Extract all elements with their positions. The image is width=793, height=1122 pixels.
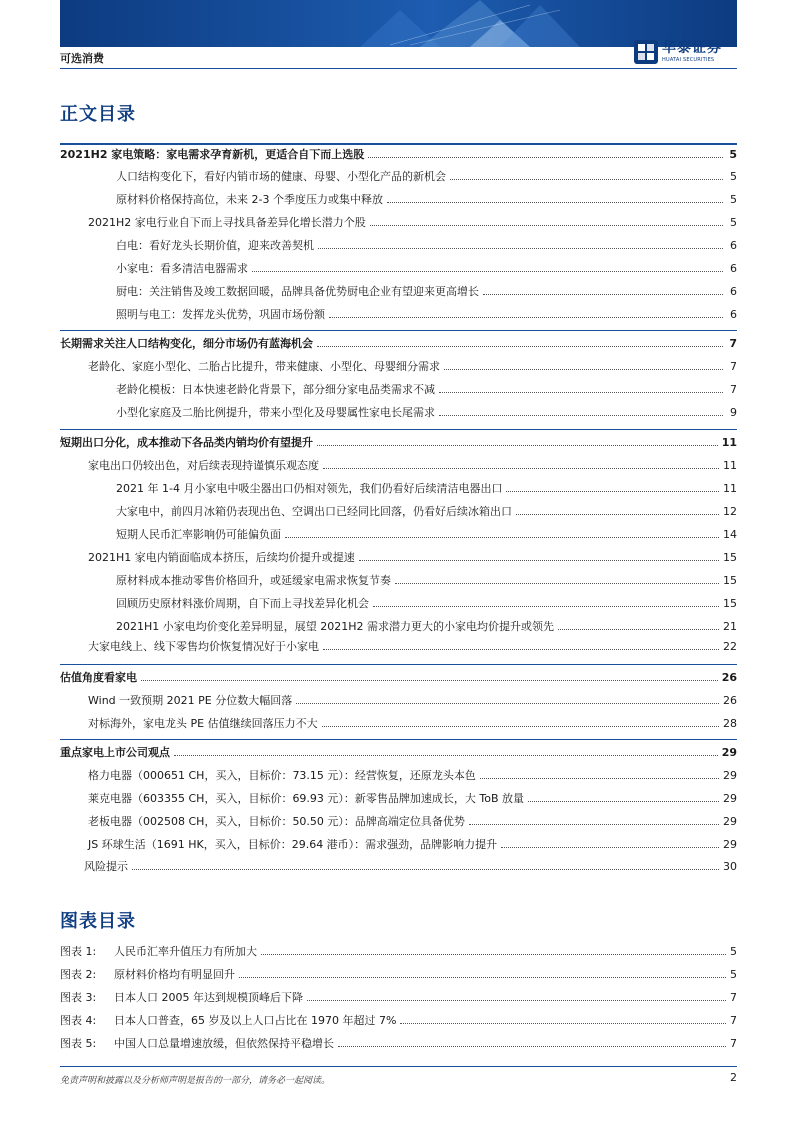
toc-entry[interactable]: Wind 一致预期 2021 PE 分位数大幅回落 26	[88, 693, 737, 707]
toc-entry[interactable]: 大家电中，前四月冰箱仍表现出色、空调出口已经同比回落，仍看好后续冰箱出口 12	[116, 504, 737, 518]
page-number: 2	[730, 1071, 737, 1084]
toc-entry[interactable]: 回顾历史原材料涨价周期，自下而上寻找差异化机会 15	[116, 596, 737, 610]
section-divider	[60, 330, 737, 331]
toc-entry[interactable]: 小型化家庭及二胎比例提升，带来小型化及母婴属性家电长尾需求 9	[116, 405, 737, 419]
toc-entry[interactable]: 原材料价格保持高位，未来 2-3 个季度压力或集中释放 5	[116, 192, 737, 206]
figure-entry[interactable]: 图表 2: 原材料价格均有明显回升 5	[60, 967, 737, 981]
toc-entry[interactable]: 格力电器（000651 CH，买入，目标价：73.15 元）：经营恢复，还原龙头本色 29	[88, 768, 737, 782]
figure-entry[interactable]: 图表 3: 日本人口 2005 年达到规模顶峰后下降 7	[60, 990, 737, 1004]
toc-entry[interactable]: 老龄化模板：日本快速老龄化背景下，部分细分家电品类需求不减 7	[116, 382, 737, 396]
toc-entry[interactable]: JS 环球生活（1691 HK，买入，目标价：29.64 港币）：需求强劲，品牌影响力提升 29	[88, 837, 737, 851]
logo-chinese-name: 华泰证券	[662, 40, 722, 56]
toc-heading: 正文目录	[60, 104, 136, 125]
toc-entry[interactable]: 照明与电工：发挥龙头优势，巩固市场份额 6	[116, 307, 737, 321]
footer-disclaimer: 免责声明和披露以及分析师声明是报告的一部分，请务必一起阅读。	[60, 1076, 331, 1086]
toc-section-3[interactable]: 短期出口分化，成本推动下各品类内销均价有望提升 11	[60, 435, 737, 449]
figure-entry[interactable]: 图表 1: 人民币汇率升值压力有所加大 5	[60, 944, 737, 958]
toc-entry[interactable]: 2021H1 家电内销面临成本挤压，后续均价提升或提速 15	[88, 550, 737, 564]
toc-entry[interactable]: 2021 年 1-4 月小家电中吸尘器出口仍相对领先，我们仍看好后续清洁电器出口 11	[116, 481, 737, 495]
toc-entry[interactable]: 家电出口仍较出色，对后续表现持谨慎乐观态度 11	[88, 458, 737, 472]
toc-section-1[interactable]: 2021H2 家电策略：家电需求孕育新机，更适合自下而上选股 5	[60, 147, 737, 161]
section-divider	[60, 664, 737, 665]
toc-entry[interactable]: 小家电：看多清洁电器需求 6	[116, 261, 737, 275]
toc-entry[interactable]: 大家电线上、线下零售均价恢复情况好于小家电 22	[88, 639, 737, 653]
toc-entry[interactable]: 原材料成本推动零售价格回升，或延缓家电需求恢复节奏 15	[116, 573, 737, 587]
toc-entry[interactable]: 白电：看好龙头长期价值，迎来改善契机 6	[116, 238, 737, 252]
toc-section-4[interactable]: 估值角度看家电 26	[60, 670, 737, 684]
logo-english-name: HUATAI SECURITIES	[662, 57, 715, 63]
toc-section-2[interactable]: 长期需求关注人口结构变化，细分市场仍有蓝海机会 7	[60, 336, 737, 350]
section-label: 可选消费	[60, 52, 104, 65]
toc-entry[interactable]: 2021H2 家电行业自下而上寻找具备差异化增长潜力个股 5	[88, 215, 737, 229]
section-divider	[60, 739, 737, 740]
company-logo	[634, 40, 722, 64]
toc-entry[interactable]: 老龄化、家庭小型化、二胎占比提升，带来健康、小型化、母婴细分需求 7	[88, 359, 737, 373]
toc-entry[interactable]: 人口结构变化下，看好内销市场的健康、母婴、小型化产品的新机会 5	[116, 169, 737, 183]
toc-entry[interactable]: 厨电：关注销售及竣工数据回暖，品牌具备优势厨电企业有望迎来更高增长 6	[116, 284, 737, 298]
toc-entry[interactable]: 莱克电器（603355 CH，买入，目标价：69.93 元）：新零售品牌加速成长，大 ToB 放量 29	[88, 791, 737, 805]
toc-entry-risk[interactable]: 风险提示 30	[84, 859, 737, 873]
header-rule	[60, 68, 737, 69]
toc-entry[interactable]: 短期人民币汇率影响仍可能偏负面 14	[116, 527, 737, 541]
toc-section-5[interactable]: 重点家电上市公司观点 29	[60, 745, 737, 759]
figures-heading: 图表目录	[60, 911, 136, 932]
toc-entry[interactable]: 2021H1 小家电均价变化差异明显，展望 2021H2 需求潜力更大的小家电均价提升或领先 21	[116, 619, 737, 633]
figure-entry[interactable]: 图表 4: 日本人口普查，65 岁及以上人口占比在 1970 年超过 7% 7	[60, 1013, 737, 1027]
huatai-logo-icon	[634, 40, 658, 64]
footer-rule	[60, 1066, 737, 1067]
toc-entry[interactable]: 对标海外，家电龙头 PE 估值继续回落压力不大 28	[88, 716, 737, 730]
figure-entry[interactable]: 图表 5: 中国人口总量增速放缓，但依然保持平稳增长 7	[60, 1036, 737, 1050]
section-divider	[60, 429, 737, 430]
toc-entry[interactable]: 老板电器（002508 CH，买入，目标价：50.50 元）：品牌高端定位具备优势 29	[88, 814, 737, 828]
